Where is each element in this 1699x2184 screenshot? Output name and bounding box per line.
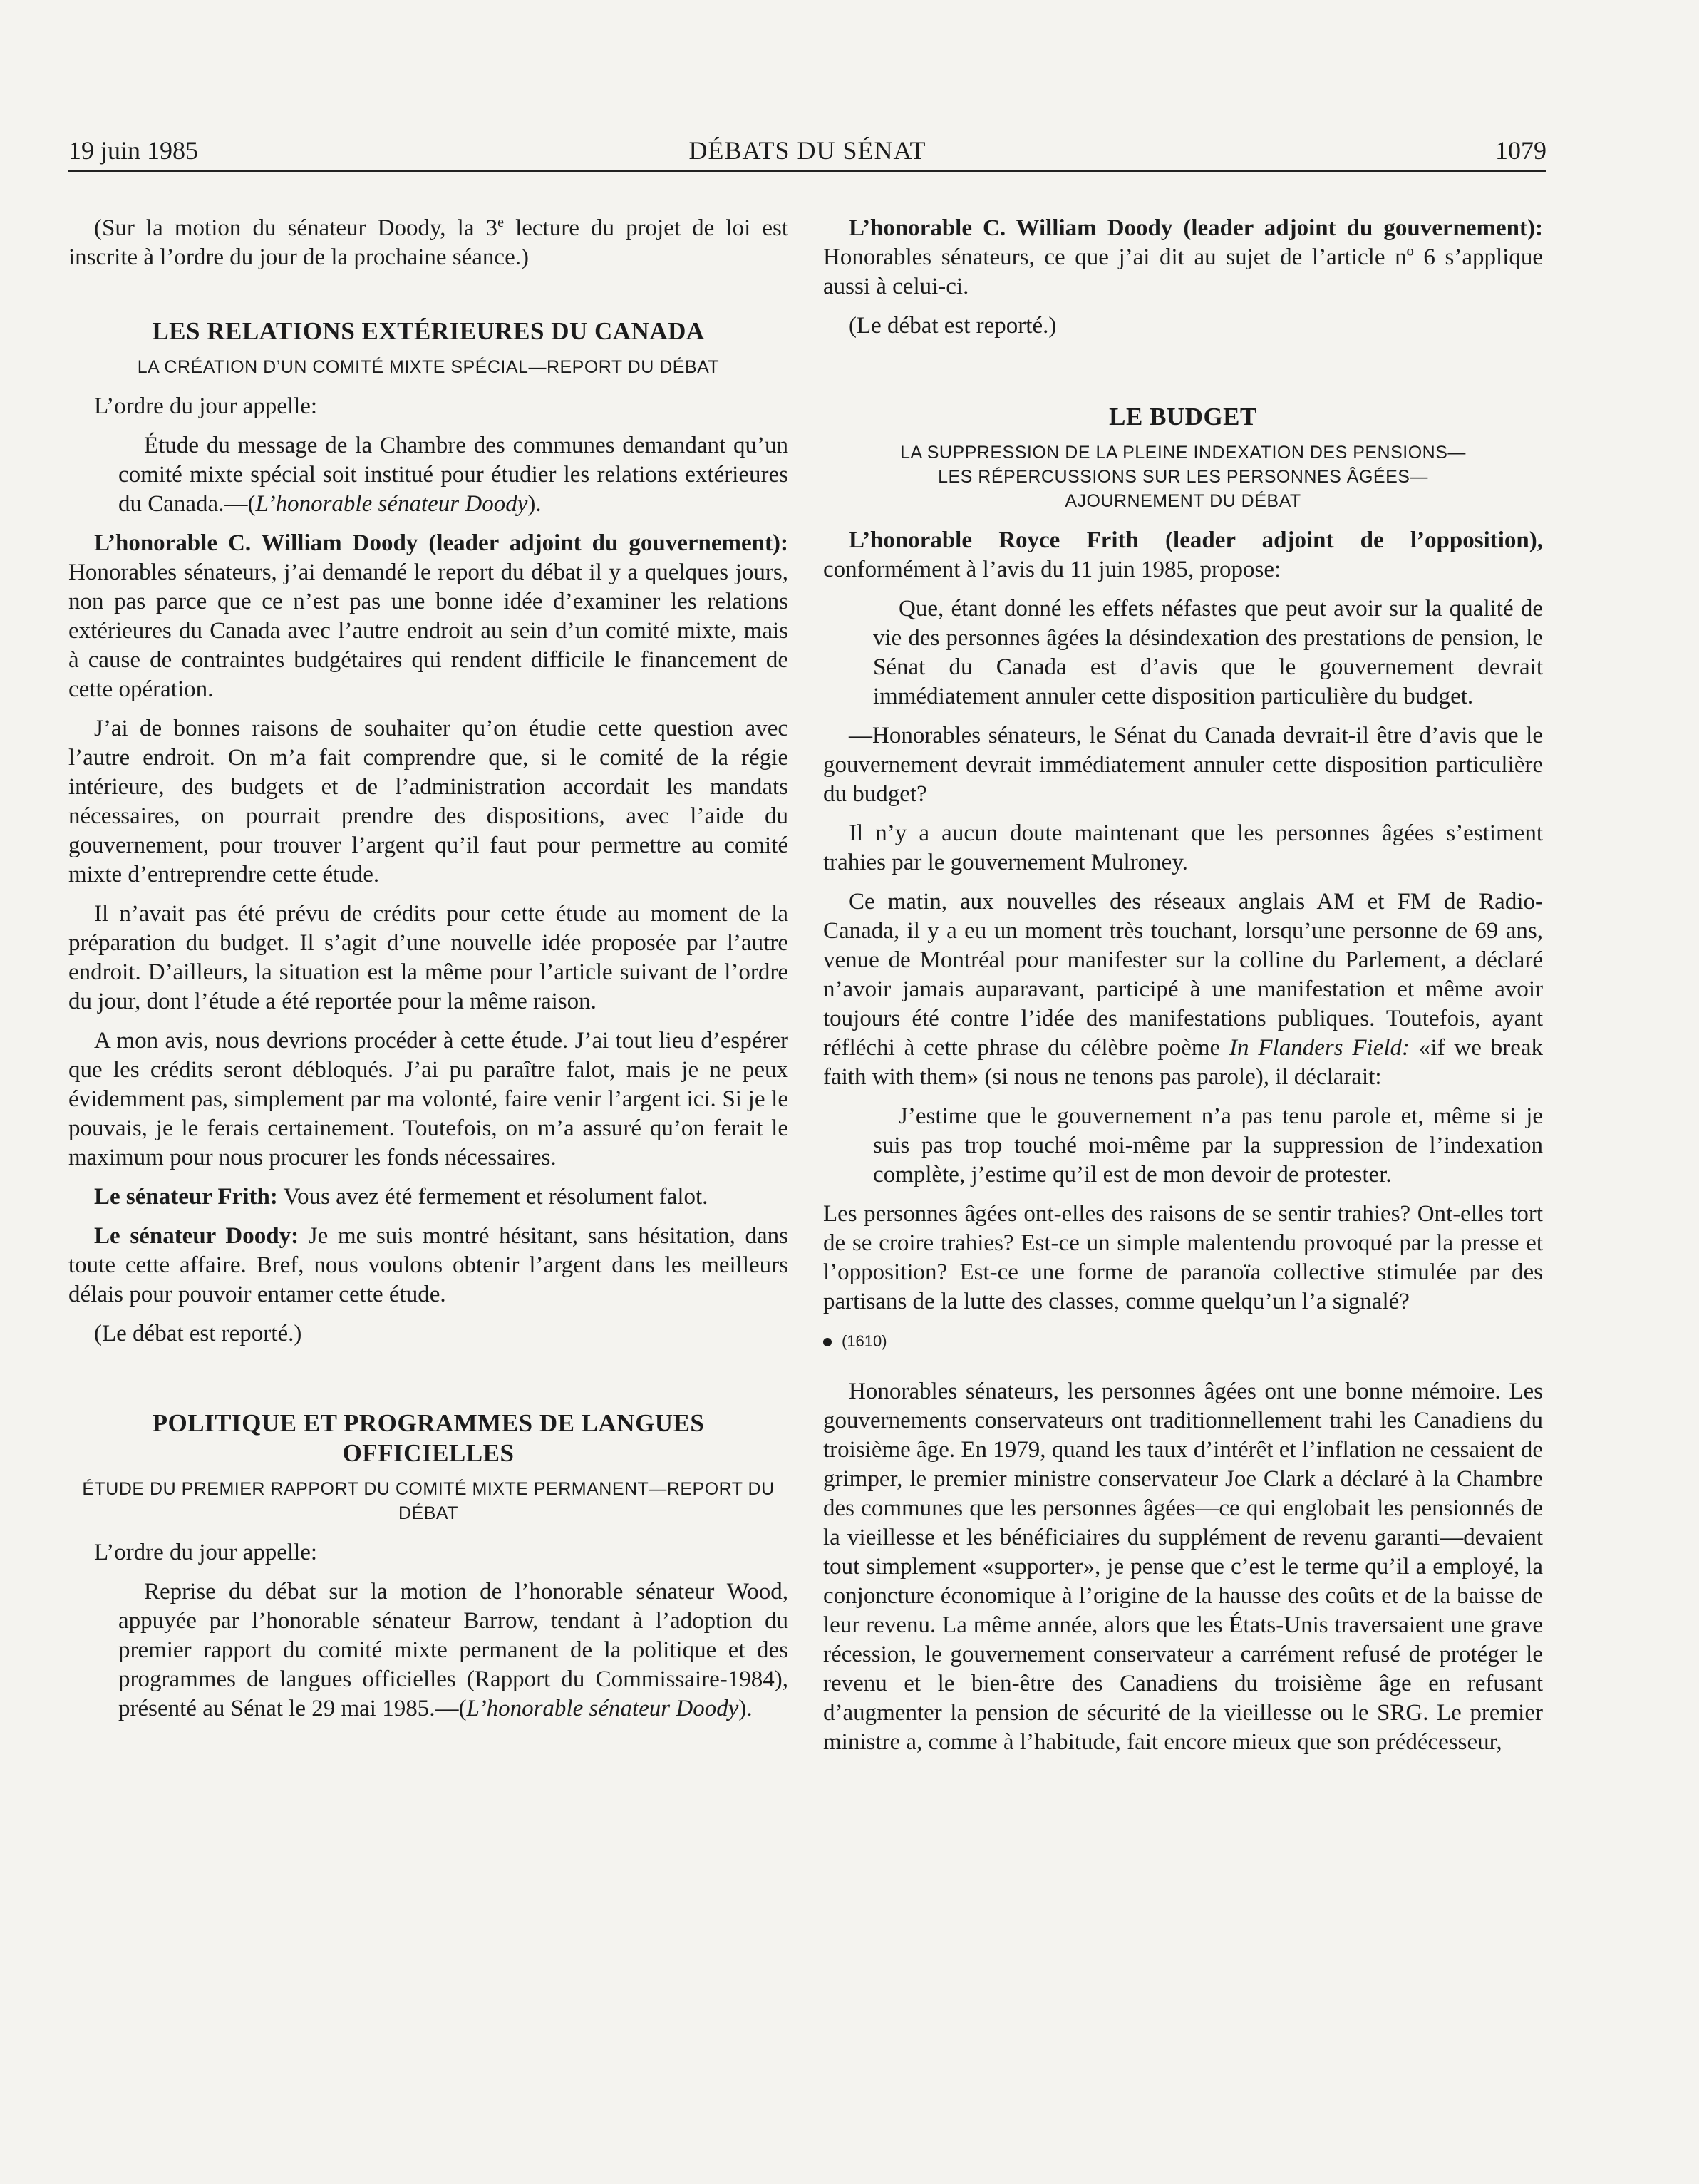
motion-text: Que, étant donné les effets néfastes que peut avoir sur la qualité de vie des personnes âgées la désindexation des prestations de pension, le Sénat du Canada est d’avis que le gouvernement devrait immédiatement annuler cette disposition particulière du budget. — [873, 596, 1543, 709]
speech-doody: L’honorable C. William Doody (leader adjoint du gouvernement): Honorables sénateurs, ce que j’ai dit au sujet de l’article nº 6 s’applique aussi à celui-ci. — [823, 215, 1543, 299]
paragraph: Il n’y a aucun doute maintenant que les personnes âgées s’estiment trahies par le gouvernement Mulroney. — [823, 820, 1543, 875]
speaker-name: L’honorable C. William Doody (leader adjoint du gouvernement): — [849, 215, 1543, 241]
header-date: 19 juin 1985 — [68, 136, 199, 165]
section-subtitle-relations: LA CRÉATION D’UN COMITÉ MIXTE SPÉCIAL—REPORT DU DÉBAT — [137, 357, 720, 377]
quote-citizen: J’estime que le gouvernement n’a pas tenu parole et, même si je suis pas trop touché moi-même par la suppression de l’indexation complète, j’estime qu’il est de mon devoir de protester. — [873, 1103, 1543, 1188]
bullet-icon — [823, 1338, 832, 1346]
paragraph: Il n’avait pas été prévu de crédits pour cette étude au moment de la préparation du budget. Il s’agit d’une nouvelle idée proposée par l’autre endroit. D’ailleurs, la situation est la même pour l’article suivant de l’ordre du jour, dont l’étude a été reportée pour la même raison. — [68, 901, 788, 1014]
paragraph: Les personnes âgées ont-elles des raisons de se sentir trahies? Ont-elles tort de se croire trahies? Est-ce un simple malentendu provoqué par la presse et l’opposition? Est-ce une forme de paranoïa collective stimulée par des partisans de la lutte des classes, comme quelqu’un l’a signalé? — [823, 1201, 1543, 1314]
paragraph: J’ai de bonnes raisons de souhaiter qu’on étudie cette question avec l’autre endroit. On m’a fait comprendre que, si le comité de la régie intérieure, des budgets et de l’administration accordait les mandats nécessaires, on pourrait prendre des dispositions, avec l’aide du gouvernement, pour trouver l’argent qu’il faut pour permettre au comité mixte d’entreprendre cette étude. — [68, 716, 788, 887]
section-title-langues: POLITIQUE ET PROGRAMMES DE LANGUES OFFICIELLES — [152, 1409, 705, 1467]
right-column — [823, 214, 1543, 1767]
paragraph-motion-note: (Sur la motion du sénateur Doody, la 3e lecture du projet de loi est inscrite à l’ordre du jour de la prochaine séance.) — [68, 215, 788, 270]
speech-frith: L’honorable Royce Frith (leader adjoint de l’opposition), conformément à l’avis du 11 juin 1985, propose: — [823, 527, 1543, 582]
debate-adjourned: (Le débat est reporté.) — [94, 1321, 302, 1346]
speech-frith: Le sénateur Frith: Vous avez été fermement et résolument falot. — [94, 1184, 708, 1210]
debate-adjourned: (Le débat est reporté.) — [849, 313, 1057, 339]
section-title-budget: LE BUDGET — [1109, 403, 1257, 431]
order-of-day: L’ordre du jour appelle: — [94, 393, 318, 419]
section-subtitle-langues: ÉTUDE DU PREMIER RAPPORT DU COMITÉ MIXTE PERMANENT—REPORT DU DÉBAT — [82, 1479, 775, 1523]
header-title: DÉBATS DU SÉNAT — [688, 136, 926, 165]
order-quote: Reprise du débat sur la motion de l’honorable sénateur Wood, appuyée par l’honorable sénateur Barrow, tendant à l’adoption du premier rapport du comité mixte permanent de la politique et des programmes de langues officielles (Rapport du Commissaire-1984), présenté au Sénat le 29 mai 1985.—(L’honorable sénateur Doody). — [118, 1579, 788, 1721]
section-title-relations: LES RELATIONS EXTÉRIEURES DU CANADA — [152, 317, 705, 345]
speaker-name: L’honorable Royce Frith (leader adjoint de l’opposition), — [849, 527, 1543, 553]
speaker-name: L’honorable C. William Doody (leader adjoint du gouvernement): — [94, 530, 788, 556]
time-marker: (1610) — [823, 1327, 1543, 1356]
speech-doody-2: Le sénateur Doody: Je me suis montré hésitant, sans hésitation, dans toute cette affaire. Bref, nous voulons obtenir l’argent dans les meilleurs délais pour pouvoir entamer cette étude. — [68, 1223, 788, 1307]
paragraph: Honorables sénateurs, les personnes âgées ont une bonne mémoire. Les gouvernements conservateurs ont traditionnellement trahi les Canadiens du troisième âge. En 1979, quand les taux d’intérêt et l’inflation ne cessaient de grimper, le premier ministre conservateur Joe Clark a déclaré à la Chambre des communes que les personnes âgées—ce qui englobait les pensionnés de la vieillesse et les bénéficiaires du supplément de revenu garanti—devaient tout simplement «supporter», je pense que c’est le terme qu’il a employé, la conjoncture économique à l’origine de la hausse des coûts et de la baisse de leur revenu. La même année, alors que les États-Unis traversaient une grave récession, le gouvernement conservateur a carrément refusé de protéger le revenu et le bien-être des Canadiens du troisième âge en refusant d’augmenter la pension de sécurité de la vieillesse ou le SRG. Le premier ministre a, comme à l’habitude, fait encore mieux que son prédécesseur, — [823, 1379, 1543, 1755]
left-column — [68, 214, 788, 1734]
paragraph: Ce matin, aux nouvelles des réseaux anglais AM et FM de Radio-Canada, il y a eu un moment très touchant, lorsqu’une personne de 69 ans, venue de Montréal pour manifester sur la colline du Parlement, a déclaré n’avoir jamais auparavant, participé à une manifestation et même avoir toujours été contre l’idée des manifestations publiques. Toutefois, ayant réfléchi à cette phrase du célèbre poème In Flanders Field: «if we break faith with them» (si nous ne tenons pas parole), il déclarait: — [823, 889, 1544, 1090]
speaker-name: Le sénateur Frith: — [94, 1184, 278, 1210]
speaker-name: Le sénateur Doody: — [94, 1223, 299, 1249]
order-of-day: L’ordre du jour appelle: — [94, 1540, 318, 1565]
page-number: 1079 — [1495, 136, 1546, 165]
speech-doody: L’honorable C. William Doody (leader adjoint du gouvernement): Honorables sénateurs, j’ai demandé le report du débat il y a quelques jours, non pas parce que ce n’est pas une bonne idée d’examiner les relations extérieures du Canada avec l’autre endroit au sein d’un comité mixte, mais à cause de contraintes budgétaires qui rendent difficile le financement de cette opération. — [68, 530, 788, 702]
paragraph: A mon avis, nous devrions procéder à cette étude. J’ai tout lieu d’espérer que les crédits seront débloqués. J’ai pu paraître falot, mais je ne peux évidemment pas, simplement par ma volonté, faire venir l’argent ici. Si je le pouvais, je le ferais certainement. Toutefois, on m’a assuré qu’on ferait le maximum pour nous procurer les fonds nécessaires. — [68, 1028, 788, 1170]
section-subtitle-budget: LA SUPPRESSION DE LA PLEINE INDEXATION DES PENSIONS— LES RÉPERCUSSIONS SUR LES PERSONNES ÂGÉES— AJOURNEMENT DU DÉBAT — [900, 443, 1466, 511]
order-quote: Étude du message de la Chambre des communes demandant qu’un comité mixte spécial soit institué pour étudier les relations extérieures du Canada.—(L’honorable sénateur Doody). — [118, 433, 788, 517]
page-header — [68, 135, 1546, 172]
paragraph: —Honorables sénateurs, le Sénat du Canada devrait-il être d’avis que le gouvernement devrait immédiatement annuler cette disposition particulière du budget? — [823, 723, 1543, 807]
